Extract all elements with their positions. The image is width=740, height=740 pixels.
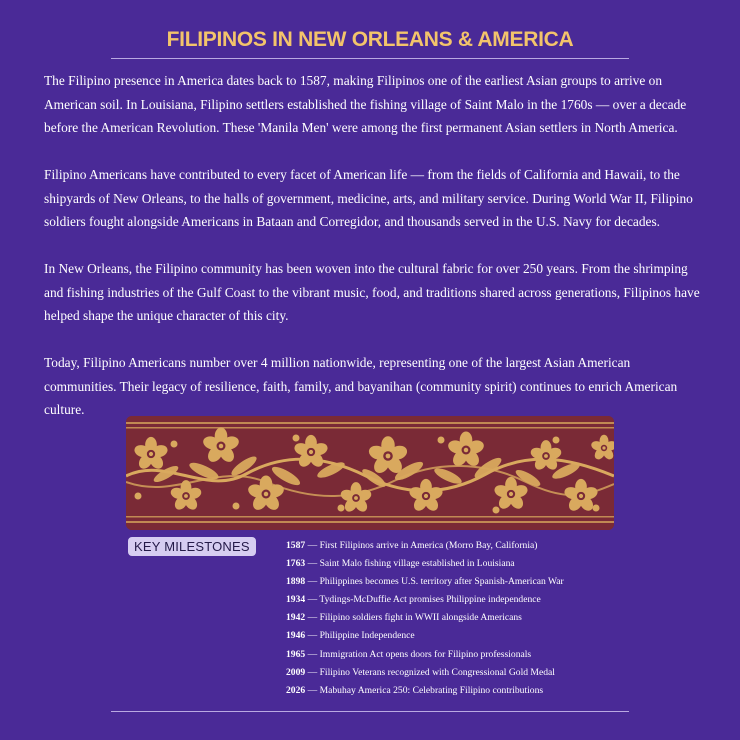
floral-banner-image (126, 416, 614, 530)
milestone-item: 1965 — Immigration Act opens doors for Filipino professionals (286, 648, 532, 660)
milestone-item: 1587 — First Filipinos arrive in America (Morro Bay, California) (286, 540, 538, 551)
milestone-item: 1934 — Tydings-McDuffie Act promises Philippine independence (286, 594, 541, 606)
milestone-item: 1946 — Philippine Independence (286, 630, 415, 642)
milestone-item: 2026 — Mabuhay America 250: Celebrating Filipino contributions (286, 684, 544, 696)
milestone-item: 2009 — Filipino Veterans recognized with Congressional Gold Medal (286, 666, 555, 678)
milestones-badge: KEY MILESTONES (128, 537, 256, 556)
paragraph-4: Today, Filipino Americans number over 4 million nationwide, representing one of the largest Asian American communities. Their legacy of resilience, faith, family, and bayanihan (community spirit) continues to enrich American culture. (44, 355, 678, 417)
page-title: FILIPINOS IN NEW ORLEANS & AMERICA (166, 28, 574, 51)
floral-pattern-icon (126, 416, 614, 530)
bottom-divider (111, 711, 629, 712)
paragraph-3: In New Orleans, the Filipino community has been woven into the cultural fabric for over 250 years. From the shrimping and fishing industries of the Gulf Coast to the vibrant music, food, and traditions shared across generations, Filipinos have helped shape the unique character of this city. (44, 261, 700, 323)
milestone-item: 1763 — Saint Malo fishing village established in Louisiana (286, 558, 515, 570)
milestones-list (286, 537, 564, 700)
milestone-item: 1898 — Philippines becomes U.S. territory after Spanish-American War (286, 576, 564, 588)
paragraph-1: The Filipino presence in America dates back to 1587, making Filipinos one of the earliest Asian groups to arrive on American soil. In Louisiana, Filipino settlers established the fishing village of Saint Malo in the 1760s — over a decade before the American Revolution. These 'Manila Men' were among the first permanent Asian settlers in North America. (44, 73, 687, 135)
milestone-item: 1942 — Filipino soldiers fight in WWII alongside Americans (286, 612, 522, 624)
title-divider (111, 58, 629, 59)
article-body (44, 69, 704, 445)
paragraph-2: Filipino Americans have contributed to every facet of American life — from the fields of California and Hawaii, to the shipyards of New Orleans, to the halls of government, medicine, arts, and military service. During World War II, Filipino soldiers fought alongside Americans in Bataan and Corregidor, and thousands served in the U.S. Navy for decades. (44, 167, 693, 229)
